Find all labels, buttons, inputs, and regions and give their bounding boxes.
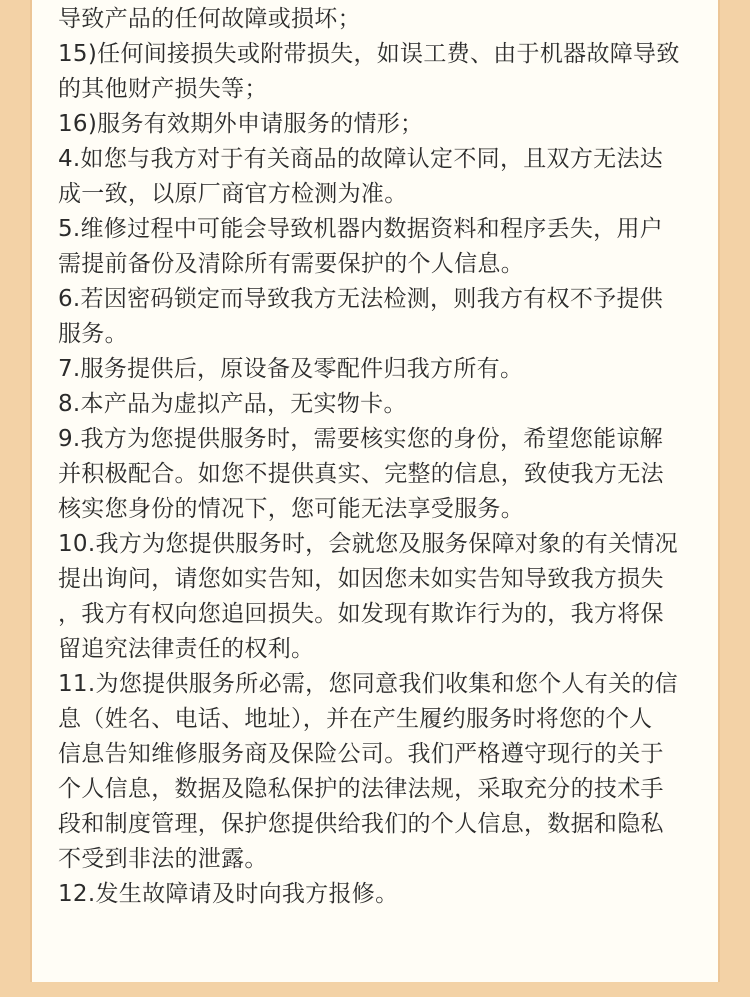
terms-line: 服务。 [58, 321, 128, 347]
terms-line: 8.本产品为虚拟产品，无实物卡。 [58, 391, 407, 417]
terms-line: 不受到非法的泄露。 [58, 846, 268, 872]
terms-line: 息（姓名、电话、地址），并在产生履约服务时将您的个人 [58, 706, 653, 732]
terms-line: 9.我方为您提供服务时，需要核实您的身份，希望您能谅解 [58, 426, 664, 452]
terms-line: ，我方有权向您追回损失。如发现有欺诈行为的，我方将保 [58, 601, 664, 627]
terms-line: 个人信息，数据及隐私保护的法律法规，采取充分的技术手 [58, 776, 664, 802]
terms-line: 11.为您提供服务所必需，您同意我们收集和您个人有关的信 [58, 671, 678, 697]
terms-line: 导致产品的任何故障或损坏； [58, 6, 361, 32]
terms-line: 4.如您与我方对于有关商品的故障认定不同，且双方无法达 [58, 146, 664, 172]
terms-card [30, 0, 720, 982]
terms-line: 并积极配合。如您不提供真实、完整的信息，致使我方无法 [58, 461, 664, 487]
terms-line: 核实您身份的情况下，您可能无法享受服务。 [58, 496, 524, 522]
terms-line: 7.服务提供后，原设备及零配件归我方所有。 [58, 356, 524, 382]
terms-line: 10.我方为您提供服务时，会就您及服务保障对象的有关情况 [58, 531, 678, 557]
terms-line: 15)任何间接损失或附带损失，如误工费、由于机器故障导致 [58, 41, 680, 67]
terms-line: 12.发生故障请及时向我方报修。 [58, 881, 399, 907]
terms-line: 提出询问，请您如实告知，如因您未如实告知导致我方损失 [58, 566, 664, 592]
terms-line: 信息告知维修服务商及保险公司。我们严格遵守现行的关于 [58, 741, 664, 767]
terms-line: 留追究法律责任的权利。 [58, 636, 315, 662]
terms-line: 5.维修过程中可能会导致机器内数据资料和程序丢失，用户 [58, 216, 664, 242]
terms-line: 的其他财产损失等； [58, 76, 268, 102]
terms-line: 需提前备份及清除所有需要保护的个人信息。 [58, 251, 524, 277]
terms-line: 16)服务有效期外申请服务的情形； [58, 111, 424, 137]
terms-text [58, 0, 708, 912]
terms-line: 成一致，以原厂商官方检测为准。 [58, 181, 408, 207]
terms-line: 6.若因密码锁定而导致我方无法检测，则我方有权不予提供 [58, 286, 664, 312]
terms-line: 段和制度管理，保护您提供给我们的个人信息，数据和隐私 [58, 811, 664, 837]
